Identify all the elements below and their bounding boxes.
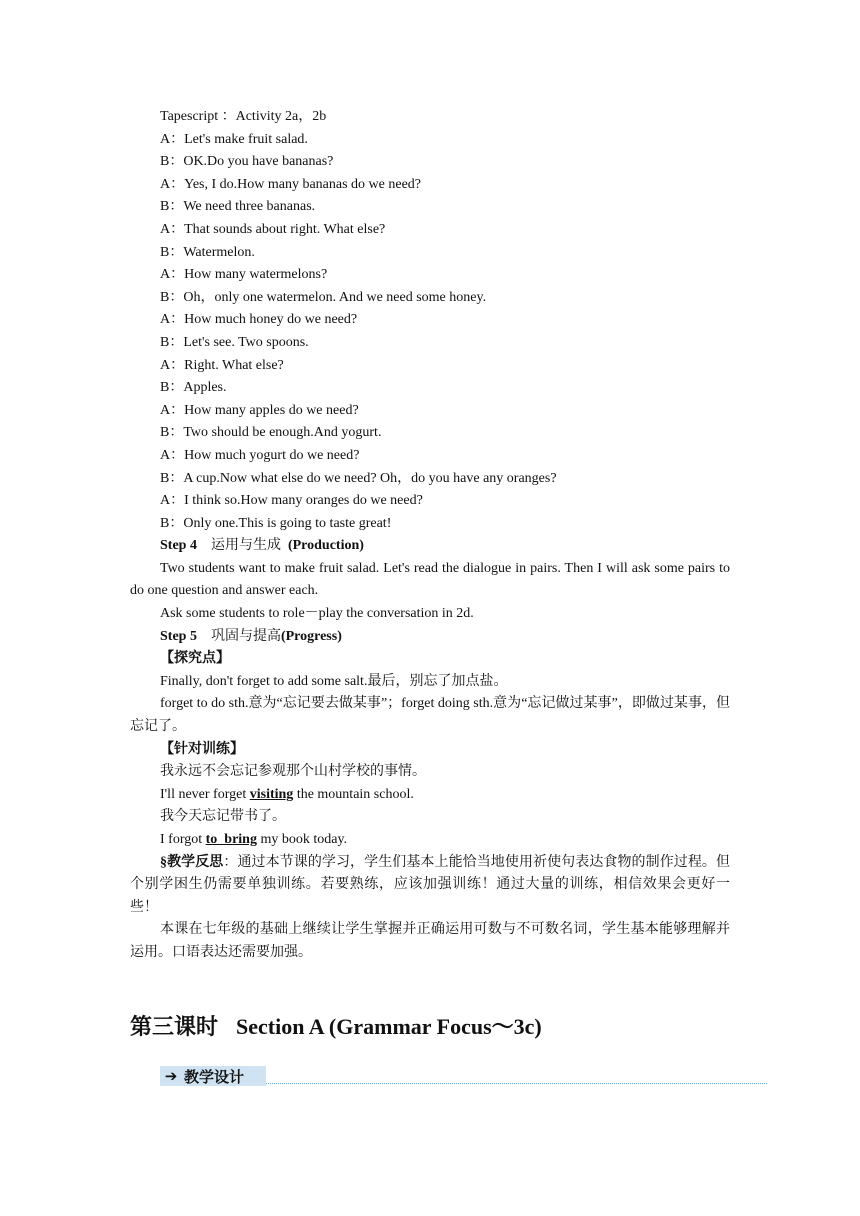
dialogue-line: A：How much yogurt do we need? bbox=[160, 447, 360, 463]
design-divider bbox=[266, 1083, 767, 1084]
explore-example: Finally, don't forget to add some salt.最后，别忘了加点盐。 bbox=[160, 673, 508, 689]
dialogue-line: A：Yes, I do.How many bananas do we need? bbox=[160, 176, 422, 192]
section-title bbox=[130, 1010, 542, 1041]
dialogue-line: A：I think so.How many oranges do we need? bbox=[160, 493, 423, 509]
step5-heading bbox=[130, 626, 730, 649]
step5-label: Step 5 bbox=[160, 628, 197, 644]
reflection-paragraph bbox=[130, 852, 730, 920]
document-body bbox=[130, 106, 730, 965]
dialogue-line: A：Let's make fruit salad. bbox=[160, 131, 308, 147]
step4-label: Step 4 bbox=[160, 538, 197, 554]
step4-zh: 运用与生成 bbox=[210, 538, 281, 554]
dialogue-line: A：Right. What else? bbox=[160, 357, 284, 373]
tapescript-header: Tapescript ：Activity 2a，2b bbox=[160, 109, 327, 124]
dialogue-line: A：That sounds about right. What else? bbox=[160, 221, 386, 237]
explore-note: forget to do sth.意为“忘记要去做某事”；forget doing sth.意为“忘记做过某事”，即做过某事，但忘记了。 bbox=[130, 696, 730, 735]
reflection-label: §教学反思 bbox=[160, 854, 224, 870]
design-label: 教学设计 bbox=[184, 1067, 245, 1086]
step5-en: (Progress) bbox=[280, 628, 342, 644]
practice-heading: 【针对训练】 bbox=[160, 741, 244, 757]
dialogue-line: B：Let's see. Two spoons. bbox=[160, 334, 309, 350]
dialogue-line: B：A cup.Now what else do we need? Oh，do you have any oranges? bbox=[160, 470, 557, 486]
practice-q1-en bbox=[130, 784, 730, 807]
explore-heading: 【探究点】 bbox=[160, 651, 230, 667]
reflection-text: ：通过本节课的学习，学生们基本上能恰当地使用祈使句表达食物的制作过程。但个别学困生仍需要单独训练。若要熟练，应该加强训练！通过大量的训练，相信效果会更好一些！ bbox=[130, 854, 730, 915]
practice-q2-answer: to bring bbox=[205, 832, 257, 847]
step4-heading bbox=[130, 535, 730, 558]
dialogue-line: B：Two should be enough.And yogurt. bbox=[160, 425, 382, 441]
dialogue-line: A：How many watermelons? bbox=[160, 267, 328, 283]
summary-paragraph: 本课在七年级的基础上继续让学生掌握并正确运用可数与不可数名词，学生基本能够理解并运用。口语表达还需要加强。 bbox=[130, 922, 730, 960]
practice-q1-zh: 我永远不会忘记参观那个山村学校的事情。 bbox=[160, 764, 426, 780]
step5-zh: 巩固与提高 bbox=[210, 628, 281, 644]
step4-paragraph: Two students want to make fruit salad. Let's read the dialogue in pairs. Then I will ask some pairs to do one question and answer each. bbox=[130, 560, 730, 599]
practice-q2-post: my book today. bbox=[256, 832, 348, 847]
dialogue-line: B：OK.Do you have bananas? bbox=[160, 154, 334, 170]
dialogue-line: B：Apples. bbox=[160, 380, 227, 396]
dialogue-line: B：Watermelon. bbox=[160, 244, 255, 260]
dialogue-line: A：How much honey do we need? bbox=[160, 312, 358, 328]
practice-q2-en bbox=[130, 829, 730, 852]
design-tag bbox=[160, 1066, 266, 1086]
practice-q1-post: the mountain school. bbox=[293, 786, 414, 802]
section-title-zh: 第三课时 bbox=[130, 1014, 219, 1039]
dialogue-line: B：Oh，only one watermelon. And we need some honey. bbox=[160, 289, 487, 305]
design-section-bar bbox=[160, 1066, 767, 1086]
arrow-right-icon: ➔ bbox=[164, 1067, 178, 1085]
practice-q1-answer: visiting bbox=[249, 786, 294, 802]
step4-roleplay: Ask some students to role－play the conversation in 2d. bbox=[160, 606, 474, 622]
dialogue-line: B：We need three bananas. bbox=[160, 199, 316, 215]
practice-q2-zh: 我今天忘记带书了。 bbox=[160, 809, 286, 825]
dialogue-line: A：How many apples do we need? bbox=[160, 402, 359, 418]
practice-q1-pre: I'll never forget bbox=[160, 786, 250, 802]
practice-q2-pre: I forgot bbox=[160, 832, 206, 847]
section-title-en: Section A (Grammar Focus～3c) bbox=[236, 1014, 542, 1039]
step4-en: (Production) bbox=[287, 538, 364, 554]
dialogue-line: B：Only one.This is going to taste great! bbox=[160, 515, 392, 531]
